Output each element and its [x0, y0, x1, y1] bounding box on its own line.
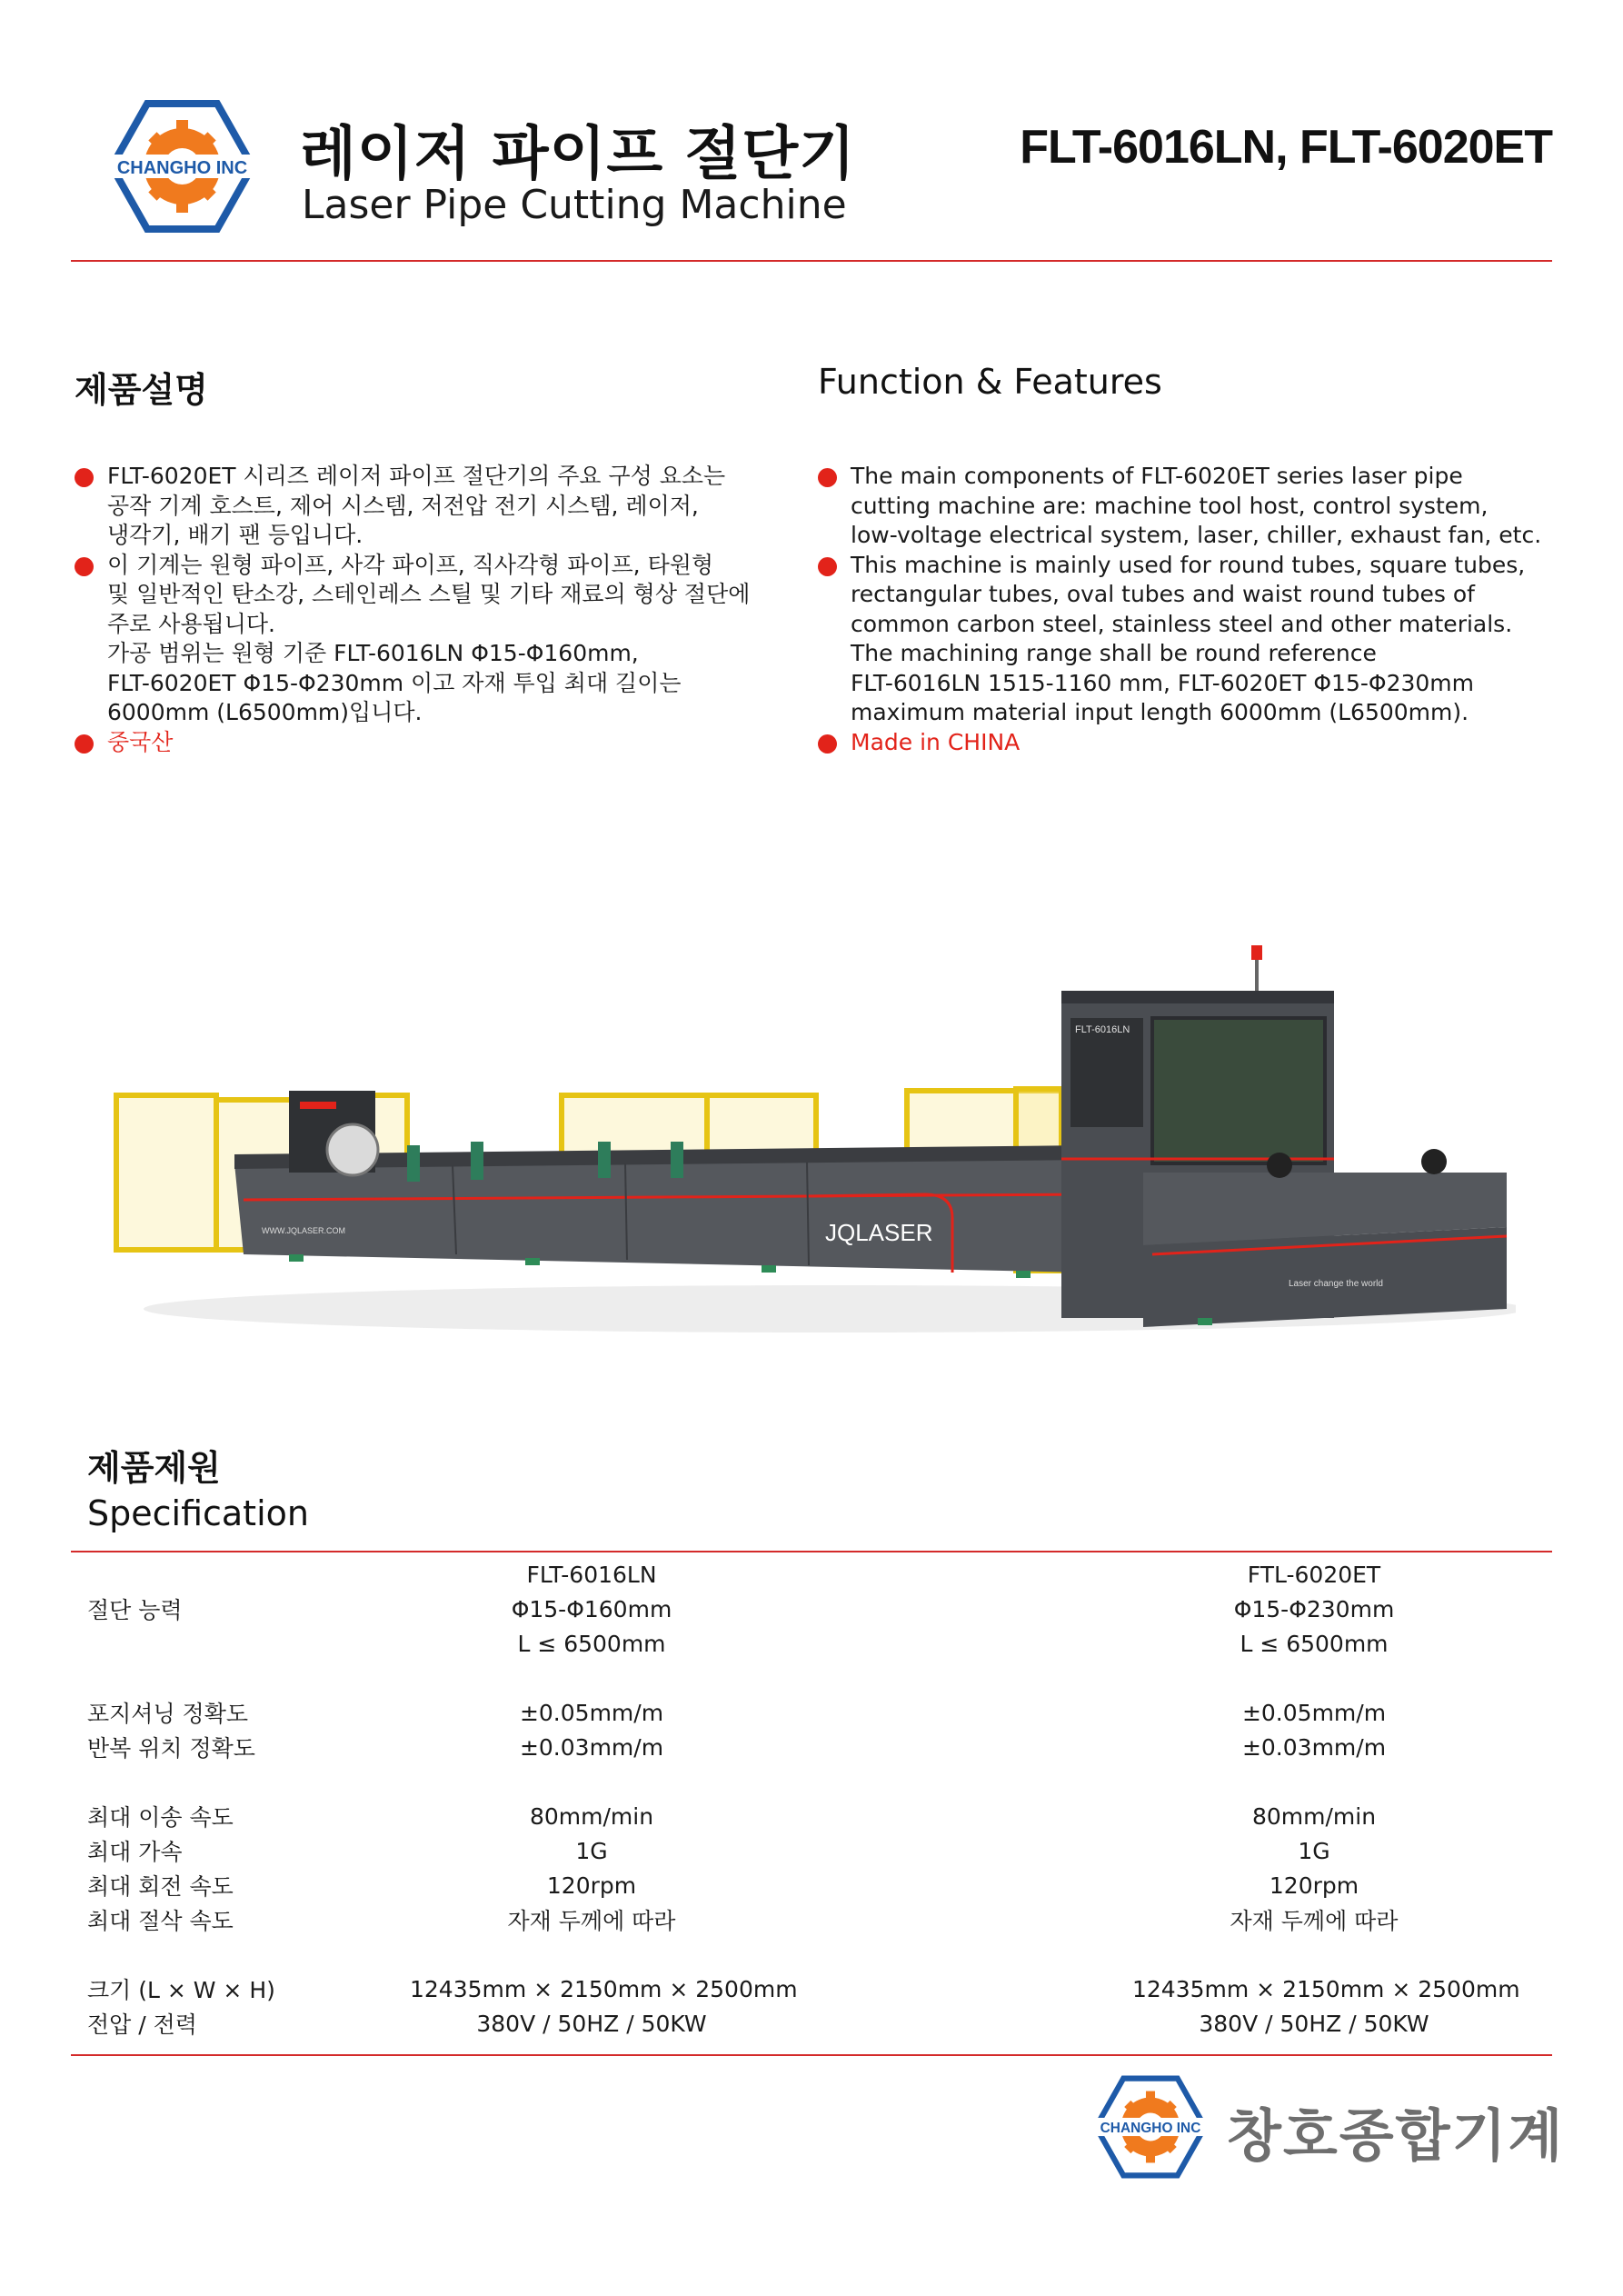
spec-label: 절단 능력 — [87, 1597, 183, 1623]
header-divider — [71, 260, 1552, 262]
list-item — [75, 462, 802, 551]
bullet-dot-icon — [75, 557, 94, 576]
bullet-dot-icon — [818, 468, 837, 487]
spec-value-model2: FTL-6020ET — [1247, 1561, 1381, 1588]
spec-value-model1: 380V / 50HZ / 50KW — [476, 2010, 707, 2037]
spec-label: 전압 / 전력 — [87, 2011, 197, 2038]
page-title-ko: 레이저 파이프 절단기 — [300, 121, 856, 188]
brand-text: JQLASER — [825, 1219, 933, 1246]
bullet-dot-icon — [75, 734, 94, 754]
spec-value-model1: 80mm/min — [529, 1802, 654, 1830]
origin-text: Made in CHINA — [851, 728, 1021, 755]
spec-value-model2: 1G — [1298, 1837, 1330, 1864]
list-item — [818, 462, 1563, 551]
changho-logo-footer — [1092, 2074, 1209, 2180]
spec-value-model1: 12435mm × 2150mm × 2500mm — [410, 1975, 798, 2002]
spec-value-model2: ±0.05mm/m — [1241, 1699, 1387, 1726]
list-item — [818, 551, 1563, 728]
description-heading-en: Function & Features — [818, 362, 1162, 402]
url-text: WWW.JQLASER.COM — [262, 1226, 345, 1235]
spec-value-model1: 120rpm — [546, 1872, 637, 1899]
bullet-text: The main components of FLT-6020ET series laser pipe cutting machine are: machine tool host, control system, low-voltage electrical system, laser, chiller, exhaust fan, etc. — [851, 463, 1542, 548]
table-row — [87, 1557, 1552, 1592]
spec-value-model2: L ≤ 6500mm — [1240, 1630, 1389, 1657]
outfeed-table — [1143, 1149, 1507, 1327]
spec-value-model1: 자재 두께에 따라 — [507, 1908, 676, 1934]
spec-label: 최대 회전 속도 — [87, 1873, 234, 1900]
spec-value-model2: 80mm/min — [1251, 1802, 1377, 1830]
bullet-text: 이 기계는 원형 파이프, 사각 파이프, 직사각형 파이프, 타원형 및 일반적인 탄소강, 스테인레스 스틸 및 기타 재료의 형상 절단에 주로 사용됩니다. 가공 범위는 원형 기준 FLT-6016LN Φ15-Φ160mm, FLT-6020ET Φ15-Φ230mm 이고 자재 투입 최대 길이는 6000mm (L6500mm)입니다. — [107, 551, 751, 725]
model-plate-text: FLT-6016LN — [1075, 1024, 1130, 1035]
spec-label: 최대 이송 속도 — [87, 1804, 234, 1831]
spec-value-model1: FLT-6016LN — [526, 1561, 657, 1588]
spec-heading-ko: 제품제원 — [87, 1448, 221, 1488]
table-row — [87, 1972, 1552, 2006]
table-row — [87, 2006, 1552, 2041]
description-heading-ko: 제품설명 — [75, 370, 208, 410]
spec-top-divider — [71, 1551, 1552, 1552]
spec-value-model1: ±0.05mm/m — [519, 1699, 664, 1726]
company-name: 창호종합기계 — [1227, 2102, 1565, 2169]
logo-text: CHANGHO INC — [1100, 2121, 1201, 2137]
bullet-dot-icon — [818, 734, 837, 754]
spec-value-model1: L ≤ 6500mm — [517, 1630, 666, 1657]
spec-bottom-divider — [71, 2054, 1552, 2056]
spec-value-model1: 1G — [575, 1837, 608, 1864]
table-row — [87, 1902, 1552, 1937]
bullet-dot-icon — [818, 557, 837, 576]
spec-value-model2: 자재 두께에 따라 — [1230, 1908, 1399, 1934]
rear-chuck — [289, 1091, 378, 1175]
spec-label: 반복 위치 정확도 — [87, 1735, 255, 1762]
bullet-text: FLT-6020ET 시리즈 레이저 파이프 절단기의 주요 구성 요소는 공작 기계 호스트, 제어 시스템, 저전압 전기 시스템, 레이저, 냉각기, 배기 팬 등입니다. — [107, 463, 726, 548]
spec-value-model1: ±0.03mm/m — [519, 1733, 664, 1761]
table-row — [87, 1695, 1552, 1730]
machine-illustration — [107, 927, 1516, 1354]
table-row — [87, 1626, 1552, 1661]
spec-value-model2: ±0.03mm/m — [1241, 1733, 1387, 1761]
table-row — [87, 1868, 1552, 1902]
bullet-text: This machine is mainly used for round tubes, square tubes, rectangular tubes, oval tubes and waist round tubes of common carbon steel, stainless steel and other materials. The machining range shall be round reference FLT-6016LN 1515-1160 mm, FLT-6020ET Φ15-Φ230mm maximum material input length 6000mm (L6500mm). — [851, 551, 1526, 725]
spec-value-model2: 12435mm × 2150mm × 2500mm — [1132, 1975, 1520, 2002]
table-row — [87, 1592, 1552, 1626]
page-title-en: Laser Pipe Cutting Machine — [302, 182, 847, 228]
slogan-text: Laser change the world — [1289, 1279, 1383, 1289]
description-list-en — [818, 462, 1563, 757]
spec-heading — [87, 1445, 309, 1536]
bullet-dot-icon — [75, 468, 94, 487]
spec-value-model2: 120rpm — [1269, 1872, 1359, 1899]
spec-heading-en: Specification — [87, 1493, 309, 1533]
logo-text: CHANGHO INC — [116, 158, 248, 178]
spec-label: 최대 가속 — [87, 1839, 183, 1865]
changho-logo — [107, 98, 257, 235]
description-list-ko — [75, 462, 802, 757]
list-item — [818, 728, 1563, 758]
table-row — [87, 1730, 1552, 1764]
spec-label: 크기 (L × W × H) — [87, 1977, 275, 2003]
spec-label: 최대 절삭 속도 — [87, 1908, 234, 1934]
spec-value-model1: Φ15-Φ160mm — [511, 1595, 672, 1622]
origin-text: 중국산 — [107, 728, 174, 755]
table-row — [87, 1833, 1552, 1868]
list-item — [75, 551, 802, 728]
list-item — [75, 728, 802, 758]
model-numbers: FLT-6016LN, FLT-6020ET — [1020, 121, 1552, 174]
spec-label: 포지셔닝 정확도 — [87, 1701, 248, 1727]
spec-value-model2: Φ15-Φ230mm — [1233, 1595, 1395, 1622]
spec-value-model2: 380V / 50HZ / 50KW — [1199, 2010, 1429, 2037]
table-row — [87, 1799, 1552, 1833]
